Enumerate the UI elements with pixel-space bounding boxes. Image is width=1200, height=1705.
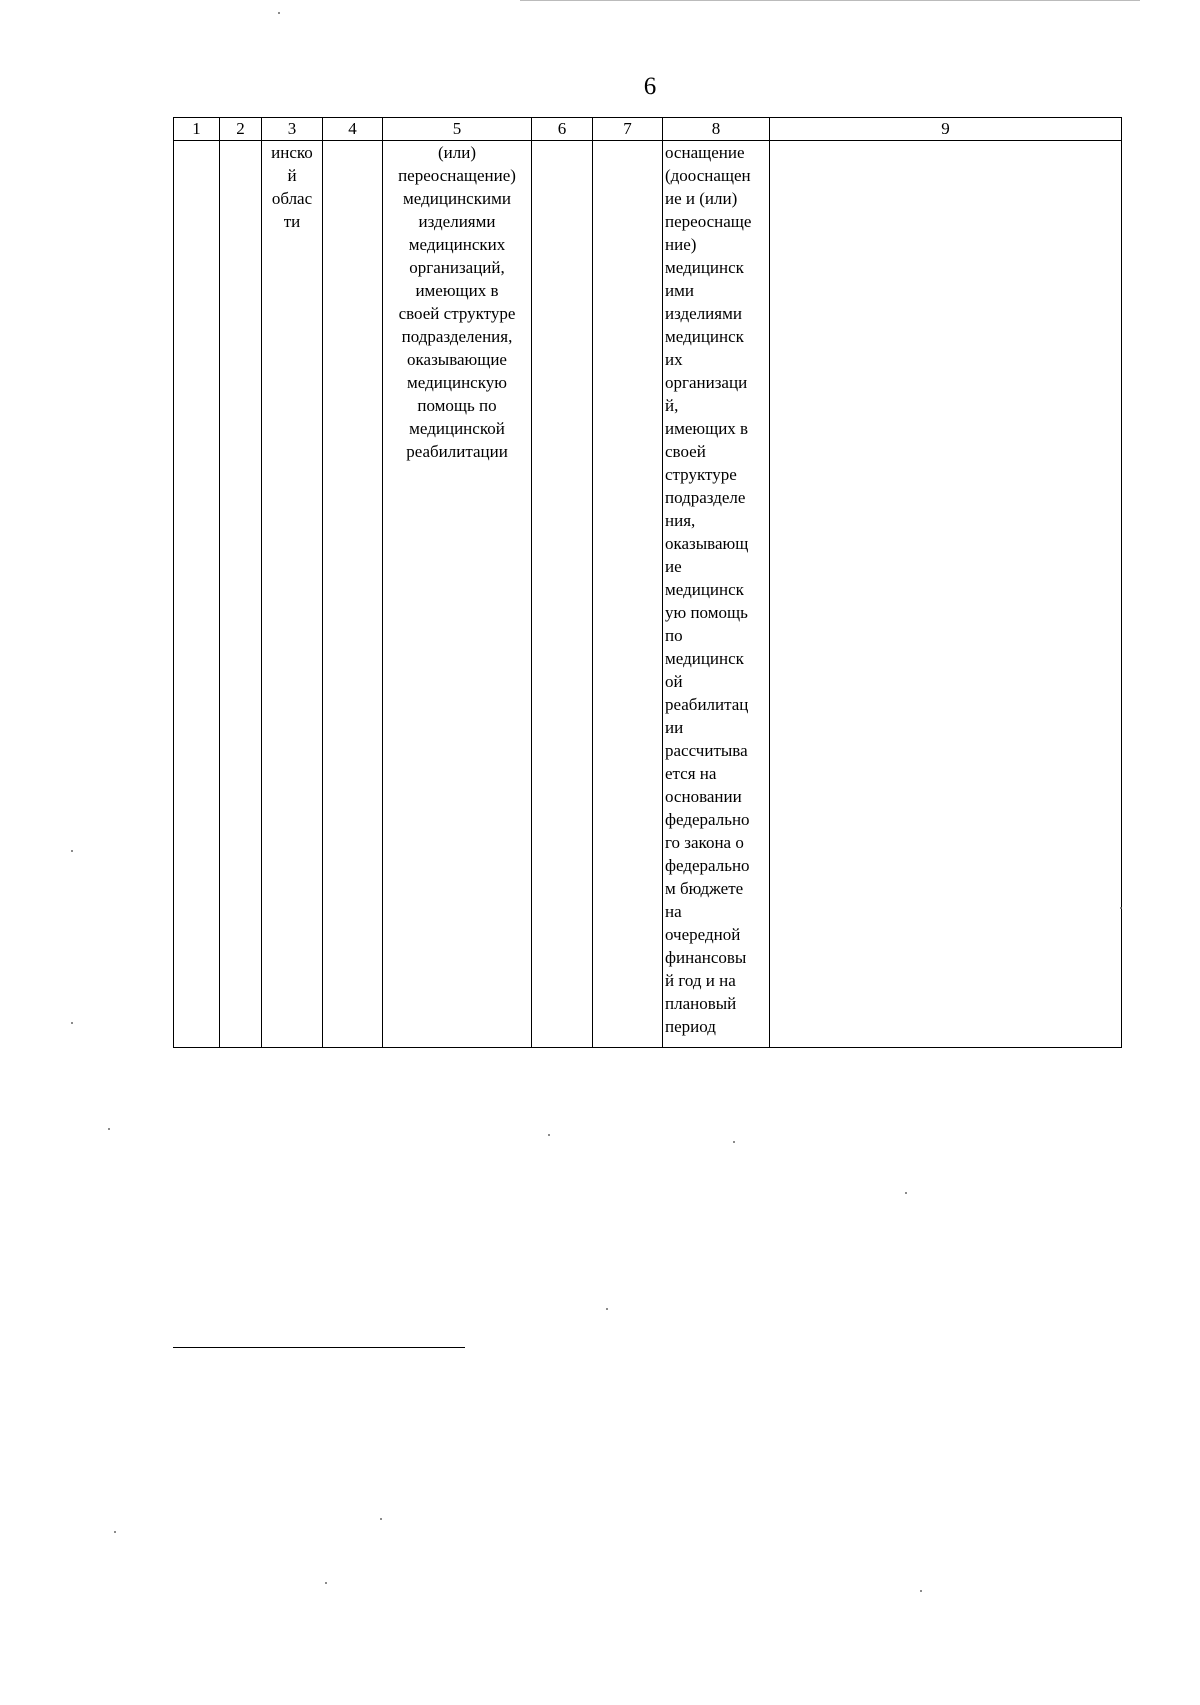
table-row (174, 141, 1122, 1048)
cell-text-line: оказывающие (407, 350, 507, 369)
scan-speck (114, 1531, 116, 1533)
footnote-separator-line (173, 1347, 465, 1348)
cell-text-line: (дооснащен (665, 166, 751, 185)
cell-col-5 (383, 141, 532, 1048)
column-header-7: 7 (593, 118, 663, 141)
cell-text-line: подразделения, (401, 327, 513, 346)
cell-text-line: федерально (665, 856, 750, 875)
cell-text-line: реабилитац (665, 695, 749, 714)
scan-speck (606, 1308, 608, 1310)
cell-text-line: своей (665, 442, 706, 461)
cell-text-line: ти (283, 212, 301, 231)
cell-text-line: на (665, 902, 682, 921)
cell-text-line: рассчитыва (665, 741, 748, 760)
scan-speck (733, 1141, 735, 1143)
cell-text-line: реабилитации (406, 442, 508, 461)
cell-text-line: медицинск (665, 580, 744, 599)
cell-text-line: ния, (665, 511, 696, 530)
cell-text-line: изделиями (665, 304, 742, 323)
scan-top-edge-line (520, 0, 1140, 1)
cell-text-line: медицинскими (403, 189, 511, 208)
scan-speck (278, 12, 280, 14)
cell-col-4 (323, 141, 383, 1048)
scan-speck (325, 1582, 327, 1584)
cell-text-line: организаций, (409, 258, 505, 277)
cell-col-3 (262, 141, 323, 1048)
cell-text-line: ие (665, 557, 682, 576)
cell-text-line: своей структуре (398, 304, 516, 323)
column-header-5: 5 (383, 118, 532, 141)
scan-speck (920, 1590, 922, 1592)
cell-text-line: плановый (665, 994, 737, 1013)
column-header-9: 9 (770, 118, 1122, 141)
cell-text-line: имеющих в (415, 281, 499, 300)
cell-text-line: медицинских (408, 235, 506, 254)
data-table (173, 117, 1122, 1048)
column-header-4: 4 (323, 118, 383, 141)
cell-col-1 (174, 141, 220, 1048)
column-header-6: 6 (532, 118, 593, 141)
cell-text-line: период (665, 1017, 716, 1036)
column-header-3: 3 (262, 118, 323, 141)
cell-text-line: финансовы (665, 948, 747, 967)
cell-text-line: ие и (или) (665, 189, 738, 208)
cell-text-line: оказывающ (665, 534, 749, 553)
scan-speck (548, 1134, 550, 1136)
cell-text-line: переоснащение) (398, 166, 516, 185)
cell-text-line: медицинск (665, 327, 744, 346)
cell-text-line: основании (665, 787, 742, 806)
cell-text-line: облас (271, 189, 313, 208)
cell-text-line: организаци (665, 373, 748, 392)
scan-speck (71, 1022, 73, 1024)
cell-col-7 (593, 141, 663, 1048)
cell-text-line: ется на (665, 764, 717, 783)
cell-col-8 (663, 141, 770, 1048)
cell-text-line: ую помощь (665, 603, 748, 622)
cell-text-line: медицинск (665, 258, 744, 277)
cell-col-9 (770, 141, 1122, 1048)
cell-text-line: подразделе (665, 488, 746, 507)
cell-text-line: переоснаще (665, 212, 752, 231)
cell-text-line: м бюджете (665, 879, 744, 898)
cell-text-line: (или) (437, 143, 476, 162)
cell-col-6 (532, 141, 593, 1048)
table-header-row (174, 118, 1122, 141)
cell-text-line: по (665, 626, 683, 645)
cell-text-line: их (665, 350, 683, 369)
cell-text-line: медицинской (409, 419, 505, 438)
cell-text-line: ой (665, 672, 683, 691)
cell-text-line: ние) (665, 235, 697, 254)
cell-text-line: ии (665, 718, 684, 737)
scan-speck (108, 1128, 110, 1130)
cell-text-line: инско (271, 143, 313, 162)
cell-col-2 (220, 141, 262, 1048)
cell-text-line: имеющих в (665, 419, 749, 438)
scan-speck (905, 1192, 907, 1194)
cell-text-line: й, (665, 396, 679, 415)
cell-text-line: й год и на (665, 971, 736, 990)
column-header-8: 8 (663, 118, 770, 141)
cell-text-line: изделиями (418, 212, 496, 231)
cell-text-line: помощь по (417, 396, 497, 415)
cell-text-line: го закона о (665, 833, 744, 852)
scan-speck (380, 1518, 382, 1520)
cell-text-line: медицинскую (407, 373, 507, 392)
cell-text-line: очередной (665, 925, 741, 944)
page-number: 6 (643, 73, 657, 100)
cell-text-line: й (287, 166, 297, 185)
cell-text-line: медицинск (665, 649, 744, 668)
cell-text-line: оснащение (665, 143, 745, 162)
cell-text-line: ими (665, 281, 694, 300)
scan-speck (71, 850, 73, 852)
column-header-1: 1 (174, 118, 220, 141)
cell-text-line: федерально (665, 810, 750, 829)
cell-text-line: структуре (665, 465, 737, 484)
scan-speck (1120, 907, 1122, 909)
column-header-2: 2 (220, 118, 262, 141)
